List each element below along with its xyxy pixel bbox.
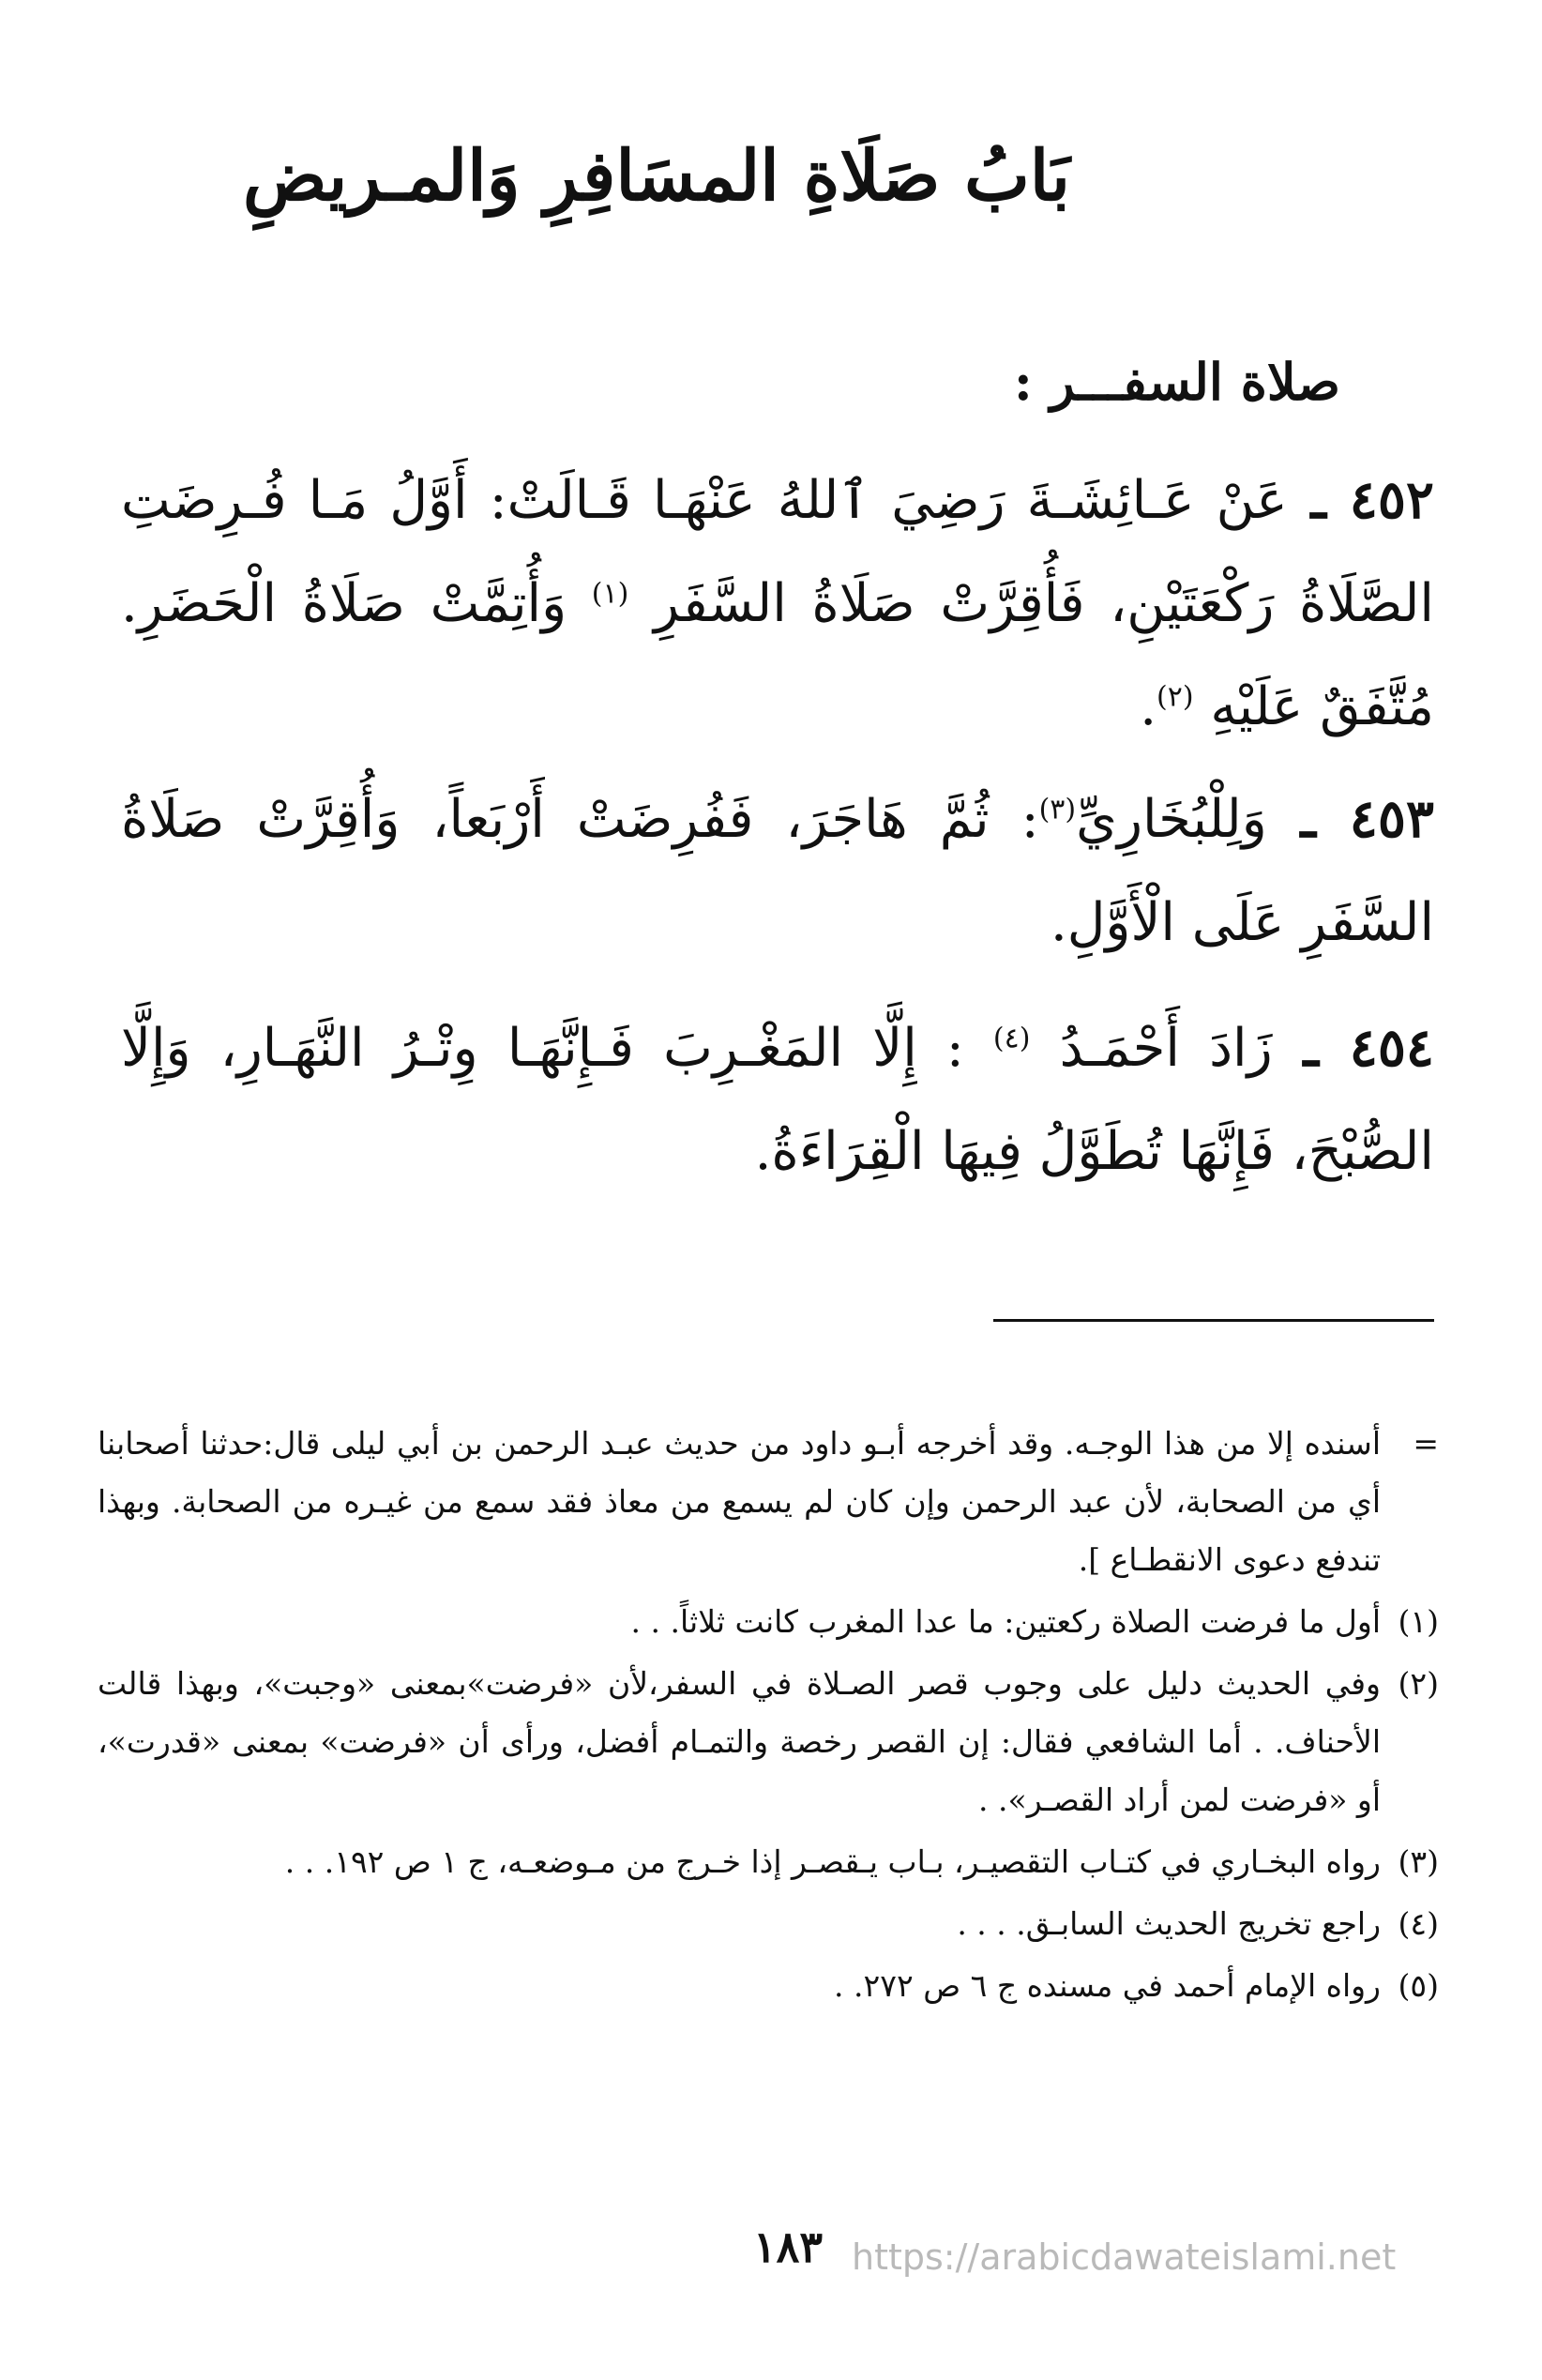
footnote-3 — [98, 1833, 1439, 1891]
hadith-text: : إِلَّا المَغْـرِبَ فَـإِنَّهَـا وِتْـرُ النَّهَـارِ، وَإِلَّا الصُّبْحَ، فَإِنَّهَا تُطَوَّلُ فِيهَا الْقِرَاءَةُ. — [121, 1018, 1434, 1182]
footnote-number: (٣) — [1398, 1843, 1439, 1880]
footnote-text: رواه الإمام أحمد في مسنده ج ٦ ص ٢٧٢. . — [834, 1967, 1381, 2004]
section-heading: صلاة السفـــر : — [1013, 352, 1340, 412]
hadith-number: ٤٥٣ — [1349, 788, 1434, 850]
footnote-marker-4: (٤) — [992, 1022, 1031, 1055]
hadith-number: ٤٥٢ — [1349, 469, 1434, 531]
watermark-url: https://arabicdawateislami.net — [852, 2236, 1397, 2278]
chapter-title: بَابُ صَلَاةِ المسَافِرِ وَالمـريضِ — [243, 136, 1070, 217]
footnote-marker-1: (١) — [591, 577, 629, 611]
footnote-continued — [98, 1415, 1439, 1589]
hadith-454 — [121, 996, 1434, 1204]
footnote-1 — [98, 1593, 1439, 1651]
hadith-text: وَلِلْبُخَارِيِّ — [1076, 789, 1267, 850]
footnote-4 — [98, 1895, 1439, 1953]
footnote-2 — [98, 1655, 1439, 1829]
hadith-number: ٤٥٤ — [1349, 1017, 1434, 1079]
hadith-separator: ـ — [1272, 1017, 1350, 1079]
footnote-text: رواه البخـاري في كتـاب التقصيـر، بـاب يـقصـر إذا خـرج من مـوضعـه، ج ١ ص ١٩٢. . . — [284, 1843, 1381, 1880]
footnote-number: (٥) — [1398, 1967, 1439, 2004]
hadith-text: : ثُمَّ هَاجَرَ، فَفُرِضَتْ أَرْبَعاً، وَأُقِرَّتْ صَلَاةُ السَّفَرِ عَلَى الْأَوَّلِ. — [121, 789, 1434, 953]
footnote-marker-2: (٢) — [1156, 680, 1194, 714]
page-number: ١٨٣ — [752, 2221, 824, 2272]
footnote-number: (١) — [1398, 1603, 1439, 1640]
footnote-text: أسنده إلا من هذا الوجـه. وقد أخرجه أبـو داود من حديث عبـد الرحمن بن أبي ليلى قال:حدثنا أصحابنا أي من الصحابة، لأن عبد الرحمن وإن كان لم يسمع من معاذ فقد سمع من غيـره من الصحابة. وبهذا تندفع دعوى الانقطـاع ]. — [98, 1425, 1381, 1578]
hadith-text: . — [1140, 676, 1157, 737]
hadith-text: عَنْ عَـائِشَـةَ رَضِيَ ٱللهُ عَنْهَـا قَـالَتْ: أَوَّلُ مَـا فُـرِضَتِ الصَّلَاةُ رَكْعَتَيْنِ، فَأُقِرَّتْ صَلَاةُ السَّفَرِ — [121, 470, 1434, 634]
hadith-453 — [121, 767, 1434, 975]
footnote-text: وفي الحديث دليل على وجوب قصر الصـلاة في السفر،لأن «فرضت»بمعنى «وجبت»، وبهذا قالت الأحناف. . أما الشافعي فقال: إن القصر رخصة والتمـام أفضل، ورأى أن «فرضت» بمعنى «قدرت»، أو «فرضت لمن أراد القصـر». . — [98, 1665, 1381, 1818]
footnote-divider — [993, 1319, 1434, 1322]
footnote-marker-3: (٣) — [1038, 793, 1077, 826]
hadith-text: زَادَ أَحْمَـدُ — [1059, 1018, 1273, 1079]
footnote-5 — [98, 1957, 1439, 2015]
footnotes — [98, 1415, 1439, 2019]
footnote-text: أول ما فرضت الصلاة ركعتين: ما عدا المغرب كانت ثلاثاً. . . — [630, 1603, 1381, 1640]
footnote-number: (٤) — [1398, 1905, 1439, 1942]
hadith-separator: ـ — [1287, 469, 1350, 531]
footnote-number: (٢) — [1398, 1665, 1439, 1702]
hadith-452 — [121, 448, 1434, 759]
footnote-number: = — [1413, 1425, 1439, 1462]
hadith-text: وَأُتِمَّتْ صَلَاةُ الْحَضَرِ. مُتَّفَقٌ عَلَيْهِ — [121, 573, 1434, 737]
footnote-text: راجع تخريج الحديث السابـق. . . . — [957, 1905, 1381, 1942]
hadith-separator: ـ — [1266, 788, 1350, 850]
